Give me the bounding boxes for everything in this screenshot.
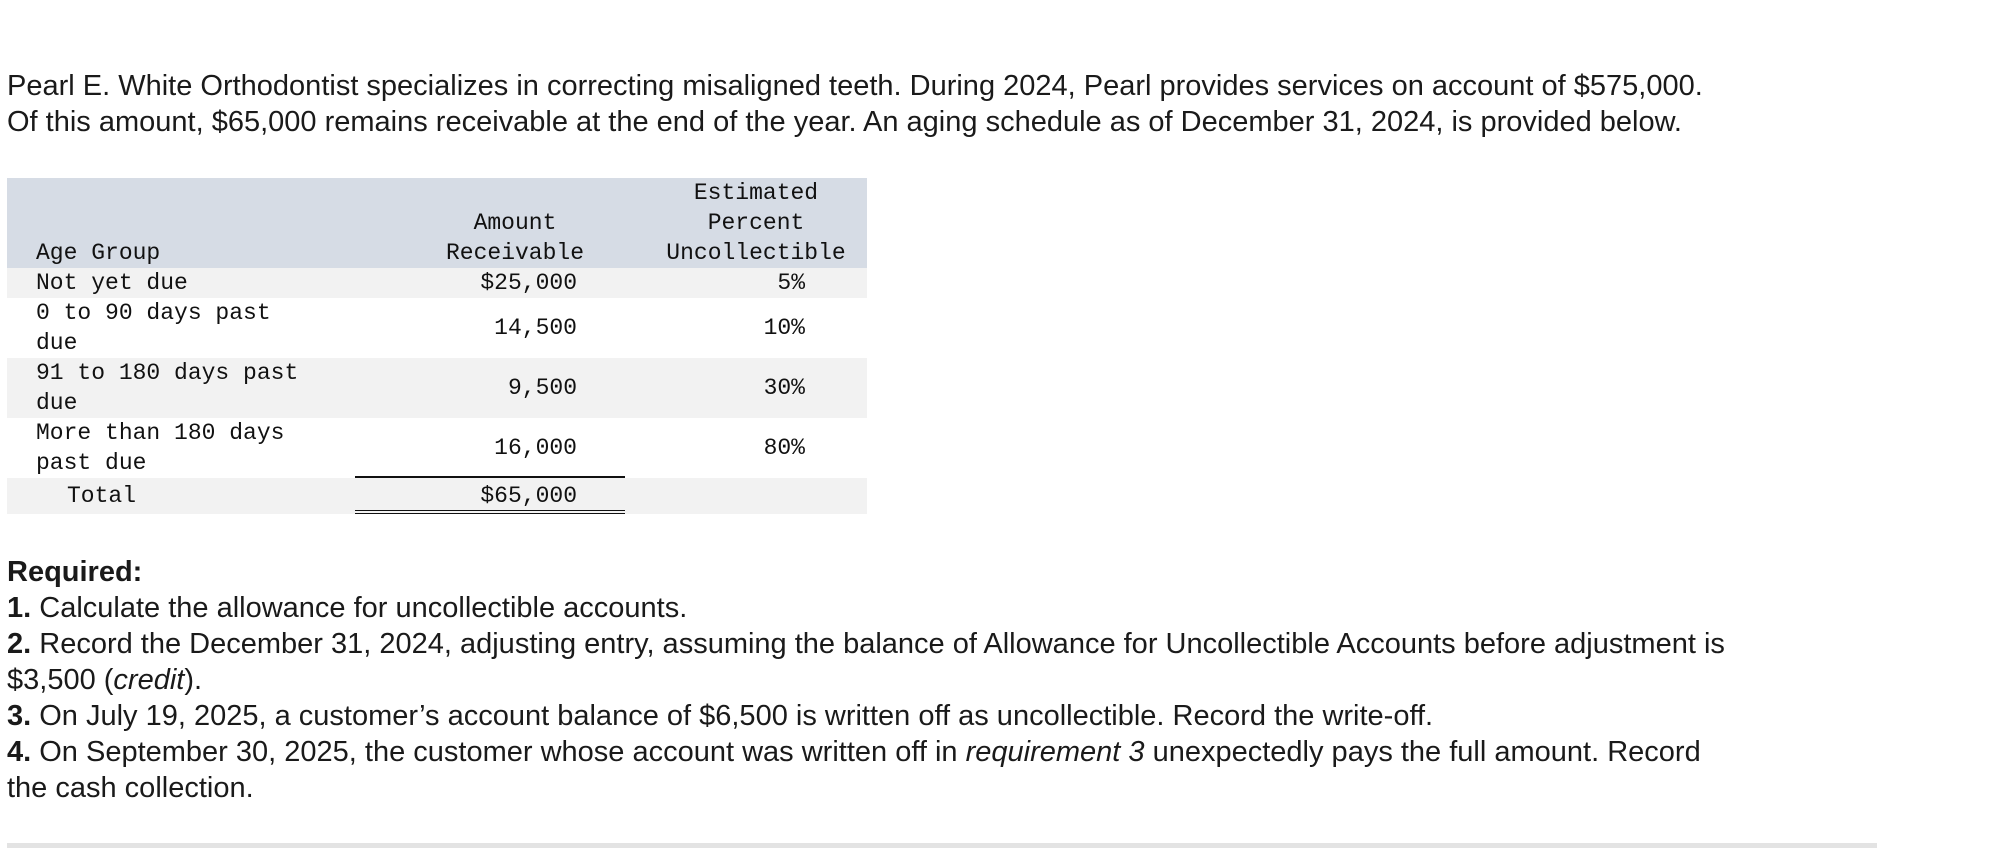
required-item-2: 2. Record the December 31, 2024, adjusting entry, assuming the balance of Allowance for Uncollectible Accounts before adjustment is xyxy=(7,628,1725,660)
required-heading: Required: xyxy=(7,556,143,588)
required-item-4: 4. On September 30, 2025, the customer whose account was written off in requirement 3 unexpectedly pays the full amount. Record xyxy=(7,736,1701,768)
header-estimated-percent: Estimated Percent Uncollectible xyxy=(625,178,867,268)
table-row xyxy=(7,358,867,418)
table-row xyxy=(7,298,867,358)
age-group-cell: Not yet due xyxy=(7,268,355,298)
amount-cell: 14,500 xyxy=(355,298,625,358)
required-item-4-cont: the cash collection. xyxy=(7,772,254,804)
age-group-cell: 91 to 180 days past due xyxy=(7,358,355,418)
intro-line-2: Of this amount, $65,000 remains receivable at the end of the year. An aging schedule as of December 31, 2024, is provided below. xyxy=(7,106,1682,138)
amount-cell: 16,000 xyxy=(355,418,625,478)
age-group-cell: More than 180 days past due xyxy=(7,418,355,478)
amount-cell: 9,500 xyxy=(355,358,625,418)
table-row xyxy=(7,268,867,298)
required-item-3: 3. On July 19, 2025, a customer’s account balance of $6,500 is written off as uncollectible. Record the write-off. xyxy=(7,700,1434,732)
table-header-row xyxy=(7,178,867,268)
table-row xyxy=(7,418,867,478)
required-item-2-cont: $3,500 (credit). xyxy=(7,664,203,696)
total-percent-empty xyxy=(625,478,867,514)
total-double-underline xyxy=(355,510,625,514)
age-group-cell: 0 to 90 days past due xyxy=(7,298,355,358)
percent-cell: 80% xyxy=(625,418,867,478)
percent-cell: 30% xyxy=(625,358,867,418)
aging-schedule-table xyxy=(7,178,867,514)
bottom-divider xyxy=(7,843,1877,848)
percent-cell: 5% xyxy=(625,268,867,298)
total-amount: $65,000 xyxy=(355,478,625,514)
table-total-row xyxy=(7,478,867,514)
required-section xyxy=(7,554,1967,806)
required-item-1: 1. Calculate the allowance for uncollectible accounts. xyxy=(7,592,688,624)
problem-intro xyxy=(7,68,1967,140)
header-amount-receivable: Amount Receivable xyxy=(355,178,625,268)
total-label: Total xyxy=(7,478,355,514)
amount-cell: $25,000 xyxy=(355,268,625,298)
intro-line-1: Pearl E. White Orthodontist specializes in correcting misaligned teeth. During 2024, Pearl provides services on account of $575,000. xyxy=(7,70,1703,102)
percent-cell: 10% xyxy=(625,298,867,358)
header-age-group: Age Group xyxy=(7,178,355,268)
